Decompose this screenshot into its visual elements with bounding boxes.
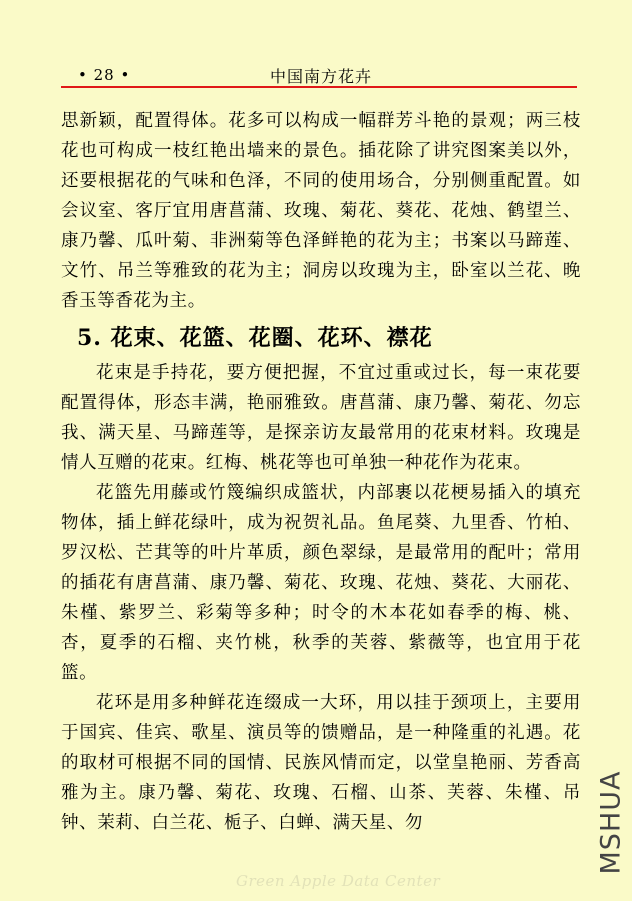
section-heading: 5. 花束、花篮、花圈、花环、襟花 bbox=[77, 325, 433, 351]
paragraph-basket: 花篮先用藤或竹篾编织成篮状，内部裹以花梗易插入的填充物体，插上鲜花绿叶，成为祝贺礼品。鱼尾葵、九里香、竹柏、罗汉松、芒萁等的叶片革质，颜色翠绿，是最常用的配叶；常用的插花有唐菖蒲、康乃馨、菊花、玫瑰、花烛、葵花、大丽花、朱槿、紫罗兰、彩菊等多种；时令的木本花如春季的梅、桃、杏，夏季的石榴、夹竹桃，秋季的芙蓉、紫薇等，也宜用于花篮。 bbox=[61, 483, 581, 683]
footer-watermark: Green Apple Data Center bbox=[236, 872, 441, 890]
page-body bbox=[61, 106, 581, 838]
page-header bbox=[0, 0, 632, 88]
running-title: 中国南方花卉 bbox=[270, 67, 373, 86]
paragraph-bouquet: 花束是手持花，要方便把握，不宜过重或过长，每一束花要配置得体，形态丰满，艳丽雅致。唐菖蒲、康乃馨、菊花、勿忘我、满天星、马蹄莲等，是探亲访友最常用的花束材料。玫瑰是情人互赠的花束。红梅、桃花等也可单独一种花作为花束。 bbox=[61, 363, 581, 473]
paragraph-garland: 花环是用多种鲜花连缀成一大环，用以挂于颈项上，主要用于国宾、佳宾、歌星、演员等的馈赠品，是一种隆重的礼遇。花的取材可根据不同的国情、民族风情而定，以堂皇艳丽、芳香高雅为主。康乃馨、菊花、玫瑰、石榴、山茶、芙蓉、朱槿、吊钟、茉莉、白兰花、栀子、白蝉、满天星、勿 bbox=[61, 693, 581, 833]
header-rule bbox=[61, 86, 577, 88]
page-number: • 28 • bbox=[78, 66, 131, 84]
paragraph-continued: 思新颖，配置得体。花多可以构成一幅群芳斗艳的景观；两三枝花也可构成一枝红艳出墙来的景色。插花除了讲究图案美以外，还要根据花的气味和色泽，不同的使用场合，分别侧重配置。如会议室、客厅宜用唐菖蒲、玫瑰、菊花、葵花、花烛、鹤望兰、康乃馨、瓜叶菊、非洲菊等色泽鲜艳的花为主；书案以马蹄莲、文竹、吊兰等雅致的花为主；洞房以玫瑰为主，卧室以兰花、晚香玉等香花为主。 bbox=[61, 111, 581, 311]
side-watermark-text: MSHUA bbox=[595, 770, 627, 874]
side-watermark bbox=[594, 752, 628, 892]
